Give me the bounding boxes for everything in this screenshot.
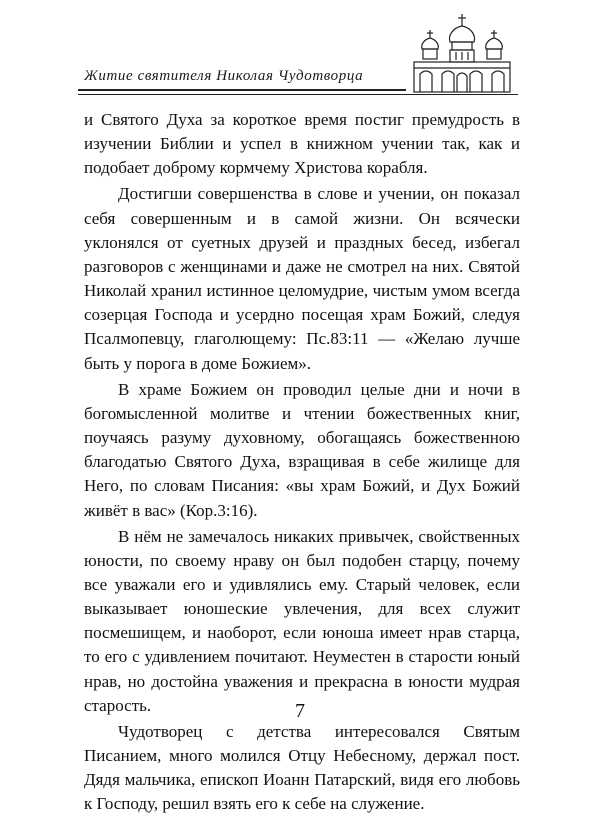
running-title: Житие святителя Николая Чудотворца <box>84 68 364 84</box>
page-header <box>78 40 518 100</box>
paragraph: и Святого Духа за короткое время постиг премудрость в изучении Библии и успел в книжном учении так, как и подобает доброму кормчему Христова корабля. <box>84 110 520 178</box>
header-rule-thin <box>78 94 518 95</box>
paragraph: В храме Божием он проводил целые дни и ночи в богомысленной молитве и чтении божественных книг, поучаясь разуму духовному, обогащаясь божественною благодатью Святого Духа, взращивая в себе жилище для Него, по словам Писания: «вы храм Божий, и Дух Божий живёт в вас» (Кор.3:16). <box>84 379 520 520</box>
page-number: 7 <box>295 700 305 722</box>
cathedral-icon <box>406 12 518 94</box>
paragraph: Достигши совершенства в слове и учении, он показал себя совершенным и в самой жизни. Он всячески уклонялся от суетных друзей и праздных бесед, избегал разговоров с женщинами и даже не смотрел на них. Святой Николай хранил истинное целомудрие, чистым умом всегда созерцая Господа и усердно посещая храм Божий, следуя Псалмопевцу, глаголющему: Пс.83:11 — «Желаю лучше быть у порога в доме Божием». <box>84 184 520 373</box>
paragraph: Чудотворец с детства интересовался Святым Писанием, много молился Отцу Небесному, держал пост. Дядя мальчика, епископ Иоанн Патарский, видя его любовь к Господу, решил взять его к себе на служение. <box>84 721 520 814</box>
paragraph: В нём не замечалось никаких привычек, свойственных юности, по своему нраву он был подобен старцу, почему все уважали его и удивлялись ему. Старый человек, если выказывает юношеские увлечения, для всех служит посмешищем, и наоборот, если юноша имеет нрав старца, то его с удивлением почитают. Неуместен в старости юный нрав, но достойна уважения и прекрасна в юности мудрая старость. <box>84 526 520 715</box>
